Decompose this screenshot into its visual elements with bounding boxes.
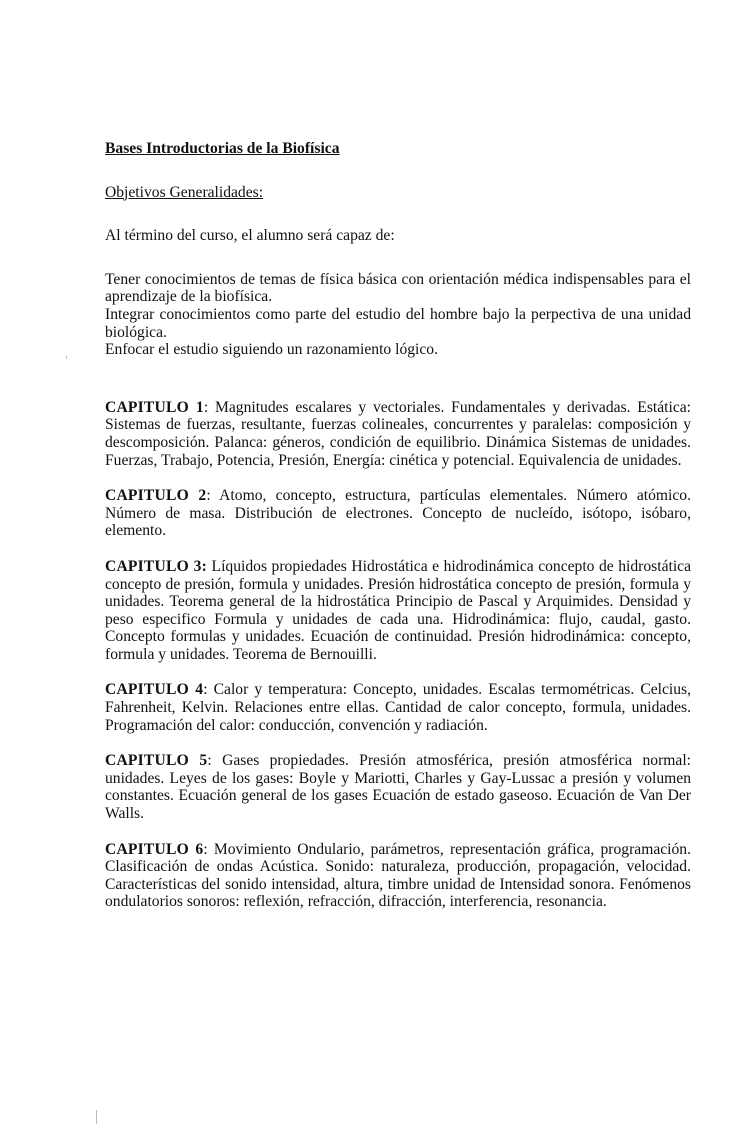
chapter-1 xyxy=(105,399,691,469)
chapters-list xyxy=(105,399,691,911)
chapter-label: CAPITULO 6 xyxy=(105,840,204,858)
objectives-list xyxy=(105,271,691,359)
scan-artifact xyxy=(66,356,67,359)
chapter-text: Gases propiedades. Presión atmosférica, presión atmosférica normal: unidades. Leyes de los gases: Boyle y Mariotti, Charles y Gay-Lussac a presión y volumen constantes. Ecuación general de los gases Ecuación de estado gaseoso. Ecuación de Van Der Walls. xyxy=(105,752,691,823)
chapter-text: Movimiento Ondulario, parámetros, representación gráfica, programación. Clasificación de ondas Acústica. Sonido: naturaleza, producción, propagación, velocidad. Características del sonido intensidad, altura, timbre unidad de Intensidad sonora. Fenómenos ondulatorios sonoros: reflexión, refracción, difracción, interferencia, resonancia. xyxy=(105,840,691,911)
chapter-text: Líquidos propiedades Hidrostática e hidrodinámica concepto de hidrostática concepto de presión, formula y unidades. Presión hidrostática concepto de presión, formula y unidades. Teorema general de la hidrostática Principio de Pascal y Arquimides. Densidad y peso especifico Formula y unidades de cada una. Hidrodinámica: flujo, caudal, gasto. Concepto formulas y unidades. Ecuación de continuidad. Presión hidrodinámica: concepto, formula y unidades. Teorema de Bernouilli. xyxy=(105,557,691,663)
objective-item: Tener conocimientos de temas de física básica con orientación médica indispensables para el aprendizaje de la biofísica. xyxy=(105,270,691,306)
document-body xyxy=(105,140,691,929)
chapter-4 xyxy=(105,681,691,734)
scan-artifact xyxy=(96,1110,97,1124)
objective-item: Enfocar el estudio siguiendo un razonamiento lógico. xyxy=(105,341,439,359)
chapter-text: Magnitudes escalares y vectoriales. Fundamentales y derivadas. Estática: Sistemas de fuerzas, resultante, fuerzas colineales, concurrentes y paralelas: composición y descomposición. Palanca: géneros, condición de equilibrio. Dinámica Sistemas de unidades. Fuerzas, Trabajo, Potencia, Presión, Energía: cinética y potencial. Equivalencia de unidades. xyxy=(105,398,691,469)
objectives-heading: Objetivos Generalidades: xyxy=(105,183,264,201)
objective-item: Integrar conocimientos como parte del estudio del hombre bajo la perpectiva de una unidad biológica. xyxy=(105,305,691,341)
chapter-separator: : xyxy=(207,752,212,770)
chapter-separator: : xyxy=(203,840,208,858)
chapter-3 xyxy=(105,558,691,664)
chapter-6 xyxy=(105,841,691,911)
chapter-text: Atomo, concepto, estructura, partículas elementales. Número atómico. Número de masa. Distribución de electrones. Concepto de nucleído, isótopo, isóbaro, elemento. xyxy=(105,487,691,540)
intro-text: Al término del curso, el alumno será capaz de: xyxy=(105,227,395,245)
chapter-separator: : xyxy=(206,487,211,505)
chapter-label: CAPITULO 3: xyxy=(105,557,208,575)
document-title: Bases Introductorias de la Biofísica xyxy=(105,140,340,157)
chapter-2 xyxy=(105,487,691,540)
chapter-label: CAPITULO 5 xyxy=(105,752,208,770)
chapter-label: CAPITULO 1 xyxy=(105,398,204,416)
chapter-separator: : xyxy=(203,398,209,416)
chapter-separator: : xyxy=(203,681,208,699)
chapter-label: CAPITULO 4 xyxy=(105,681,204,699)
chapter-5 xyxy=(105,752,691,822)
chapter-text: Calor y temperatura: Concepto, unidades. Escalas termométricas. Celcius, Fahrenheit, Kelvin. Relaciones entre ellas. Cantidad de calor concepto, formula, unidades. Programación del calor: conducción, convención y radiación. xyxy=(105,681,691,734)
chapter-label: CAPITULO 2 xyxy=(105,487,207,505)
